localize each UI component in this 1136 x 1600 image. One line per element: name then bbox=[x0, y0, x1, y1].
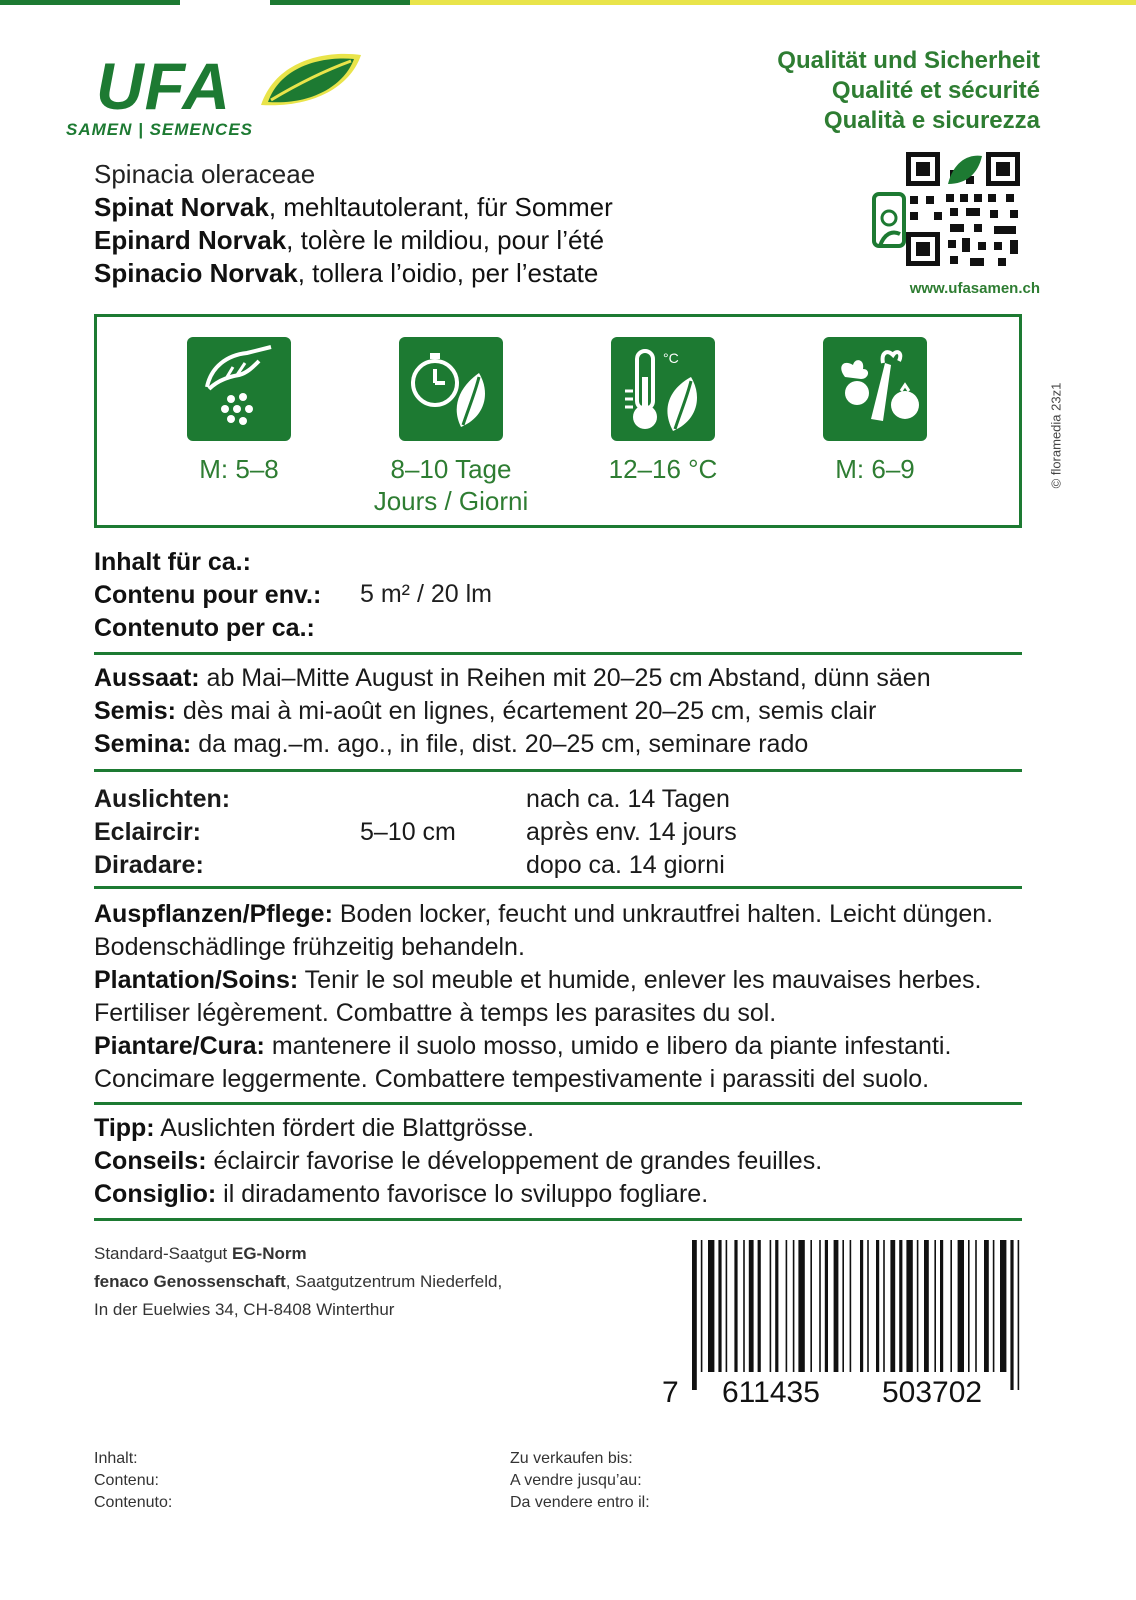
germination-timer-icon bbox=[399, 337, 503, 441]
care-it: Piantare/Cura: mantenere il suolo mosso, umido e libero da piante infestanti. Concimare leggermente. Combattere tempestivamente i parassiti del suolo. bbox=[94, 1032, 952, 1093]
barcode-bar bbox=[708, 1240, 714, 1372]
producer-info bbox=[94, 1240, 502, 1324]
barcode-bar bbox=[850, 1240, 852, 1372]
ufa-logo bbox=[66, 50, 366, 145]
barcode-bar bbox=[860, 1240, 863, 1372]
care-section bbox=[94, 898, 1022, 1096]
sowing-section bbox=[94, 662, 1034, 761]
barcode-bar bbox=[1018, 1240, 1020, 1390]
barcode-bar bbox=[975, 1240, 977, 1372]
germination-days-label: 8–10 Tage Jours / Giorni bbox=[373, 454, 529, 516]
barcode-bar bbox=[940, 1240, 943, 1372]
barcode-bar bbox=[842, 1240, 844, 1372]
contents-section bbox=[94, 546, 321, 645]
barcode-bar bbox=[825, 1240, 828, 1372]
barcode-bar bbox=[819, 1240, 821, 1372]
thinning-fr: Eclaircir: 5–10 cm après env. 14 jours bbox=[94, 816, 1022, 849]
barcode-bar bbox=[906, 1240, 912, 1372]
barcode-bar bbox=[775, 1240, 778, 1372]
barcode-bar bbox=[883, 1240, 885, 1372]
tip-it: Consiglio: il diradamento favorisce lo sviluppo fogliare. bbox=[94, 1180, 709, 1208]
barcode-bar bbox=[993, 1240, 995, 1372]
divider bbox=[94, 886, 1022, 889]
barcode-bar bbox=[749, 1240, 754, 1372]
thinning-section bbox=[94, 783, 1022, 882]
barcode-bar bbox=[876, 1240, 879, 1372]
address: In der Euelwies 34, CH-8408 Winterthur bbox=[94, 1300, 395, 1319]
barcode-bar bbox=[924, 1240, 929, 1372]
seed-standard: Standard-Saatgut EG-Norm bbox=[94, 1244, 307, 1263]
thinning-de: Auslichten: nach ca. 14 Tagen bbox=[94, 785, 730, 813]
contents-label-fr: Contenu pour env.: bbox=[94, 581, 322, 609]
barcode-bar bbox=[810, 1240, 812, 1372]
tip-de: Tipp: Auslichten fördert die Blattgrösse. bbox=[94, 1114, 535, 1142]
barcode-bar bbox=[743, 1240, 745, 1372]
barcode-bar bbox=[968, 1240, 970, 1372]
barcode-bar bbox=[718, 1240, 721, 1372]
thinning-spacing: 5–10 cm bbox=[360, 818, 456, 846]
contents-label-de: Inhalt für ca.: bbox=[94, 548, 251, 576]
barcode-bar bbox=[834, 1240, 839, 1372]
sowing-it: Semina: da mag.–m. ago., in file, dist. 20–25 cm, seminare rado bbox=[94, 730, 809, 758]
quality-fr: Qualité et sécurité bbox=[831, 77, 1040, 104]
sell-by-fields: Zu verkaufen bis: A vendre jusqu’au: Da vendere entro il: bbox=[510, 1450, 650, 1511]
contents-fields: Inhalt: Contenu: Contenuto: bbox=[94, 1450, 173, 1511]
tip-fr: Conseils: éclaircir favorise le développement de grandes feuilles. bbox=[94, 1147, 823, 1175]
latin-name: Spinacia oleraceae bbox=[94, 159, 316, 189]
care-de: Auspflanzen/Pflege: Boden locker, feucht und unkrautfrei halten. Leicht düngen. Bodenschädlinge frühzeitig behandeln. bbox=[94, 900, 994, 961]
divider bbox=[94, 769, 1022, 772]
divider bbox=[94, 1218, 1022, 1221]
harvest-months-label: M: 6–9 bbox=[835, 454, 915, 484]
divider bbox=[94, 652, 1022, 655]
tips-section bbox=[94, 1112, 1022, 1211]
phone-icon bbox=[874, 194, 904, 246]
contents-value: 5 m² / 20 lm bbox=[360, 580, 492, 608]
sowing-de: Aussaat: ab Mai–Mitte August in Reihen mit 20–25 cm Abstand, dünn säen bbox=[94, 664, 931, 692]
divider bbox=[94, 1102, 1022, 1105]
logo-text: UFA bbox=[96, 49, 231, 123]
barcode-bar bbox=[890, 1240, 895, 1372]
barcode-bar bbox=[917, 1240, 919, 1372]
leaf-logo-icon bbox=[256, 50, 366, 110]
growing-info-box bbox=[94, 314, 1022, 528]
side-credit: © floramedia 23z1 bbox=[1048, 382, 1064, 489]
logo-subtitle: SAMEN | SEMENCES bbox=[66, 120, 254, 139]
barcode-bar bbox=[1010, 1240, 1013, 1390]
title-de: Spinat Norvak, mehltautolerant, für Sommer bbox=[94, 192, 613, 222]
quality-statement bbox=[777, 46, 1040, 136]
title-it: Spinacio Norvak, tollera l’oidio, per l’estate bbox=[94, 258, 599, 288]
barcode-bar bbox=[786, 1240, 788, 1372]
barcode-bar bbox=[758, 1240, 761, 1372]
barcode-bar bbox=[934, 1240, 936, 1372]
barcode bbox=[690, 1240, 1022, 1390]
barcode-bar bbox=[950, 1240, 952, 1372]
barcode-bar bbox=[701, 1240, 703, 1372]
top-color-bar bbox=[0, 0, 1136, 5]
sowing-hand-icon bbox=[187, 337, 291, 441]
temperature-icon bbox=[611, 337, 715, 441]
barcode-bar bbox=[899, 1240, 902, 1372]
temperature-label: 12–16 °C bbox=[608, 454, 718, 484]
barcode-bar bbox=[793, 1240, 795, 1372]
leaf-icon bbox=[948, 156, 982, 184]
barcode-bar bbox=[734, 1240, 737, 1372]
harvest-vegetables-icon bbox=[823, 337, 927, 441]
barcode-bar bbox=[798, 1240, 804, 1372]
sowing-months-label: M: 5–8 bbox=[199, 454, 279, 484]
care-fr: Plantation/Soins: Tenir le sol meuble et humide, enlever les mauvaises herbes. Fertiliser légèrement. Combattre à temps les parasites du sol. bbox=[94, 966, 982, 1027]
website-url[interactable]: www.ufasamen.ch bbox=[909, 280, 1040, 297]
barcode-bar bbox=[1000, 1240, 1006, 1372]
quality-it: Qualità e sicurezza bbox=[823, 107, 1040, 134]
title-fr: Epinard Norvak, tolère le mildiou, pour l’été bbox=[94, 225, 605, 255]
barcode-bar bbox=[867, 1240, 869, 1372]
svg-text:°C: °C bbox=[663, 350, 679, 366]
company: fenaco Genossenschaft, Saatgutzentrum Niederfeld, bbox=[94, 1272, 503, 1291]
barcode-bar bbox=[958, 1240, 964, 1372]
barcode-bar bbox=[692, 1240, 697, 1390]
barcode-bar bbox=[984, 1240, 989, 1372]
product-titles bbox=[94, 158, 613, 290]
barcode-bar bbox=[770, 1240, 772, 1372]
barcode-bar bbox=[726, 1240, 728, 1372]
qr-code[interactable] bbox=[870, 150, 1030, 270]
sowing-fr: Semis: dès mai à mi-août en lignes, écartement 20–25 cm, semis clair bbox=[94, 697, 877, 725]
quality-de: Qualität und Sicherheit bbox=[777, 47, 1040, 74]
thinning-it: Diradare: dopo ca. 14 giorni bbox=[94, 851, 725, 879]
contents-label-it: Contenuto per ca.: bbox=[94, 614, 315, 642]
